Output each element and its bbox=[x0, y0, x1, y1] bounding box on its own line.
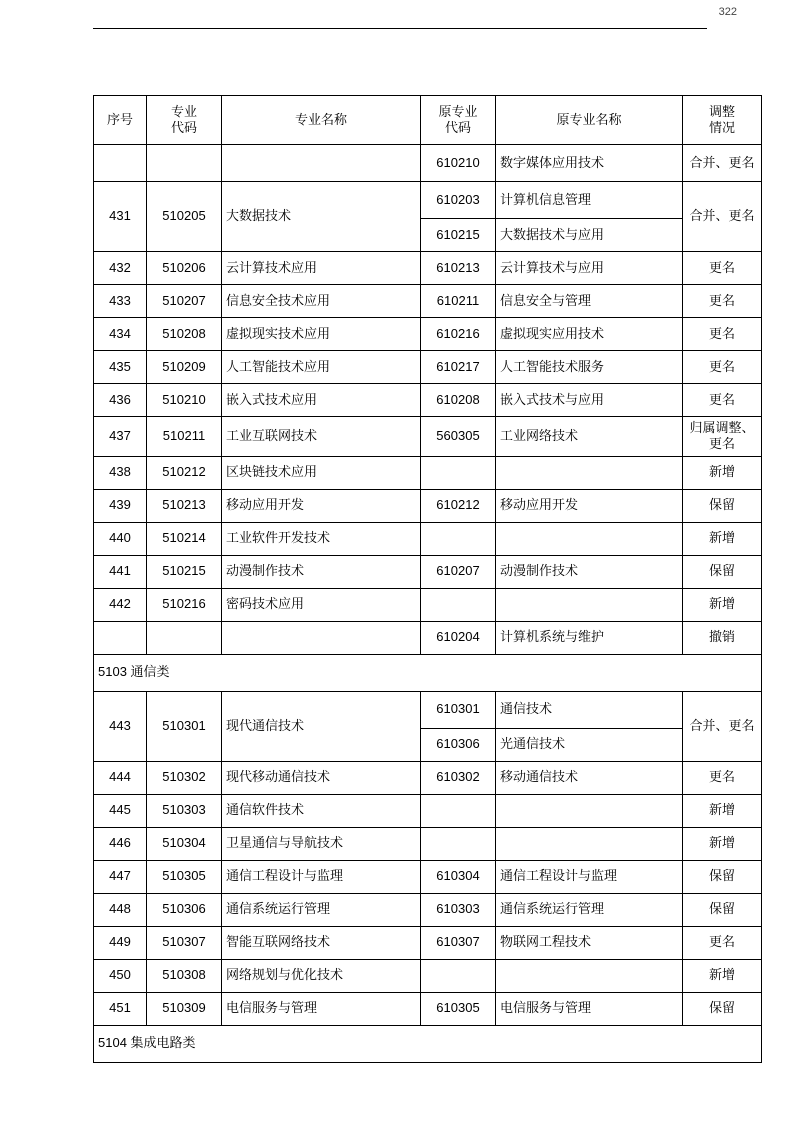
table-group-row bbox=[94, 654, 762, 691]
cell-old-code: 610303 bbox=[421, 893, 496, 926]
cell-old-specialty-name: 计算机系统与维护 bbox=[496, 621, 683, 654]
cell-old-code bbox=[421, 456, 496, 489]
cell-adjustment-status: 新增 bbox=[683, 522, 762, 555]
cell-seq: 445 bbox=[94, 794, 147, 827]
cell-specialty-name: 嵌入式技术应用 bbox=[222, 384, 421, 417]
cell-old-code: 610305 bbox=[421, 992, 496, 1025]
cell-code: 510302 bbox=[147, 761, 222, 794]
cell-old-specialty-name bbox=[496, 959, 683, 992]
cell-code bbox=[147, 145, 222, 182]
table-body bbox=[94, 145, 762, 1063]
cell-old-specialty-name: 通信技术 bbox=[496, 691, 683, 728]
cell-old-code: 610216 bbox=[421, 318, 496, 351]
cell-old-specialty-name: 移动应用开发 bbox=[496, 489, 683, 522]
table-group-row bbox=[94, 1025, 762, 1062]
cell-specialty-name: 网络规划与优化技术 bbox=[222, 959, 421, 992]
cell-adjustment-status: 新增 bbox=[683, 588, 762, 621]
cell-code: 510210 bbox=[147, 384, 222, 417]
table-head bbox=[94, 96, 762, 145]
cell-specialty-name: 现代移动通信技术 bbox=[222, 761, 421, 794]
table-row bbox=[94, 926, 762, 959]
cell-old-specialty-name: 工业网络技术 bbox=[496, 417, 683, 457]
cell-code: 510214 bbox=[147, 522, 222, 555]
cell-seq: 439 bbox=[94, 489, 147, 522]
page-number: 322 bbox=[718, 6, 737, 18]
column-header-adjust-line1: 调整 bbox=[708, 103, 735, 119]
cell-adjustment-status: 新增 bbox=[683, 456, 762, 489]
cell-old-specialty-name: 信息安全与管理 bbox=[496, 285, 683, 318]
cell-old-specialty-name: 计算机信息管理 bbox=[496, 182, 683, 219]
cell-adjustment-status: 归属调整、更名 bbox=[683, 417, 762, 457]
column-header-code bbox=[147, 96, 222, 145]
cell-adjustment-status: 保留 bbox=[683, 893, 762, 926]
cell-old-code: 610210 bbox=[421, 145, 496, 182]
table-row bbox=[94, 252, 762, 285]
cell-adjustment-status: 更名 bbox=[683, 384, 762, 417]
table-row bbox=[94, 522, 762, 555]
cell-old-specialty-name: 人工智能技术服务 bbox=[496, 351, 683, 384]
cell-code: 510208 bbox=[147, 318, 222, 351]
cell-specialty-name: 通信工程设计与监理 bbox=[222, 860, 421, 893]
column-header-code-line2: 代码 bbox=[170, 120, 197, 135]
cell-adjustment-status: 更名 bbox=[683, 318, 762, 351]
cell-specialty-name: 现代通信技术 bbox=[222, 691, 421, 761]
header-rule bbox=[93, 28, 707, 29]
table-row bbox=[94, 555, 762, 588]
cell-code: 510305 bbox=[147, 860, 222, 893]
table-row bbox=[94, 893, 762, 926]
cell-old-specialty-name bbox=[496, 588, 683, 621]
cell-seq: 435 bbox=[94, 351, 147, 384]
table-row bbox=[94, 285, 762, 318]
cell-old-code bbox=[421, 522, 496, 555]
cell-old-code: 560305 bbox=[421, 417, 496, 457]
cell-code: 510303 bbox=[147, 794, 222, 827]
cell-code: 510306 bbox=[147, 893, 222, 926]
cell-seq: 433 bbox=[94, 285, 147, 318]
cell-seq: 441 bbox=[94, 555, 147, 588]
cell-code: 510213 bbox=[147, 489, 222, 522]
cell-old-specialty-name: 大数据技术与应用 bbox=[496, 219, 683, 252]
cell-specialty-name: 卫星通信与导航技术 bbox=[222, 827, 421, 860]
cell-old-code: 610212 bbox=[421, 489, 496, 522]
cell-old-specialty-name: 数字媒体应用技术 bbox=[496, 145, 683, 182]
cell-old-code: 610306 bbox=[421, 728, 496, 761]
cell-old-code: 610213 bbox=[421, 252, 496, 285]
column-header-old-code-line1: 原专业 bbox=[438, 103, 478, 119]
cell-code bbox=[147, 621, 222, 654]
cell-seq: 438 bbox=[94, 456, 147, 489]
cell-adjustment-status: 撤销 bbox=[683, 621, 762, 654]
cell-adjustment-status: 新增 bbox=[683, 794, 762, 827]
table-row bbox=[94, 145, 762, 182]
table-row bbox=[94, 794, 762, 827]
cell-code: 510212 bbox=[147, 456, 222, 489]
cell-old-code: 610208 bbox=[421, 384, 496, 417]
cell-old-specialty-name: 云计算技术与应用 bbox=[496, 252, 683, 285]
cell-adjustment-status: 更名 bbox=[683, 926, 762, 959]
cell-specialty-name bbox=[222, 145, 421, 182]
table-row bbox=[94, 351, 762, 384]
cell-seq bbox=[94, 621, 147, 654]
cell-code: 510205 bbox=[147, 182, 222, 252]
table-row bbox=[94, 827, 762, 860]
cell-specialty-name: 人工智能技术应用 bbox=[222, 351, 421, 384]
cell-specialty-name: 移动应用开发 bbox=[222, 489, 421, 522]
cell-adjustment-status: 新增 bbox=[683, 827, 762, 860]
cell-code: 510207 bbox=[147, 285, 222, 318]
table-row bbox=[94, 182, 762, 219]
cell-old-code bbox=[421, 959, 496, 992]
cell-adjustment-status: 合并、更名 bbox=[683, 145, 762, 182]
cell-specialty-name: 区块链技术应用 bbox=[222, 456, 421, 489]
cell-code: 510211 bbox=[147, 417, 222, 457]
cell-seq: 434 bbox=[94, 318, 147, 351]
cell-seq: 444 bbox=[94, 761, 147, 794]
group-label: 5103 通信类 bbox=[94, 654, 762, 691]
column-header-old-code-line2: 代码 bbox=[444, 120, 471, 135]
cell-old-specialty-name: 通信系统运行管理 bbox=[496, 893, 683, 926]
cell-old-specialty-name: 光通信技术 bbox=[496, 728, 683, 761]
cell-old-code: 610207 bbox=[421, 555, 496, 588]
cell-old-code: 610217 bbox=[421, 351, 496, 384]
cell-specialty-name: 通信系统运行管理 bbox=[222, 893, 421, 926]
cell-adjustment-status: 更名 bbox=[683, 252, 762, 285]
cell-old-specialty-name bbox=[496, 522, 683, 555]
cell-old-code bbox=[421, 588, 496, 621]
cell-adjustment-status: 保留 bbox=[683, 992, 762, 1025]
cell-adjustment-status: 新增 bbox=[683, 959, 762, 992]
table-row bbox=[94, 417, 762, 457]
group-label: 5104 集成电路类 bbox=[94, 1025, 762, 1062]
cell-old-specialty-name: 移动通信技术 bbox=[496, 761, 683, 794]
cell-adjustment-status: 合并、更名 bbox=[683, 182, 762, 252]
cell-specialty-name: 密码技术应用 bbox=[222, 588, 421, 621]
cell-code: 510215 bbox=[147, 555, 222, 588]
cell-old-code: 610203 bbox=[421, 182, 496, 219]
cell-code: 510307 bbox=[147, 926, 222, 959]
cell-code: 510309 bbox=[147, 992, 222, 1025]
cell-adjustment-status: 更名 bbox=[683, 285, 762, 318]
cell-seq: 443 bbox=[94, 691, 147, 761]
cell-old-specialty-name: 虚拟现实应用技术 bbox=[496, 318, 683, 351]
table-header-row bbox=[94, 96, 762, 145]
cell-old-code bbox=[421, 827, 496, 860]
cell-code: 510304 bbox=[147, 827, 222, 860]
specialty-table-container bbox=[93, 95, 755, 1063]
cell-old-code bbox=[421, 794, 496, 827]
table-row bbox=[94, 860, 762, 893]
table-row bbox=[94, 588, 762, 621]
cell-seq: 449 bbox=[94, 926, 147, 959]
column-header-adjust-line2: 情况 bbox=[708, 120, 735, 135]
cell-adjustment-status: 保留 bbox=[683, 555, 762, 588]
cell-specialty-name: 大数据技术 bbox=[222, 182, 421, 252]
cell-specialty-name: 工业互联网技术 bbox=[222, 417, 421, 457]
cell-old-code: 610304 bbox=[421, 860, 496, 893]
cell-seq: 447 bbox=[94, 860, 147, 893]
cell-specialty-name: 虚拟现实技术应用 bbox=[222, 318, 421, 351]
cell-adjustment-status: 合并、更名 bbox=[683, 691, 762, 761]
table-row bbox=[94, 621, 762, 654]
cell-code: 510206 bbox=[147, 252, 222, 285]
table-row bbox=[94, 318, 762, 351]
cell-specialty-name: 电信服务与管理 bbox=[222, 992, 421, 1025]
column-header-adjust bbox=[683, 96, 762, 145]
cell-code: 510301 bbox=[147, 691, 222, 761]
cell-old-code: 610204 bbox=[421, 621, 496, 654]
table-row bbox=[94, 691, 762, 728]
cell-old-specialty-name: 嵌入式技术与应用 bbox=[496, 384, 683, 417]
cell-old-code: 610215 bbox=[421, 219, 496, 252]
cell-old-specialty-name: 通信工程设计与监理 bbox=[496, 860, 683, 893]
cell-old-specialty-name: 动漫制作技术 bbox=[496, 555, 683, 588]
cell-seq: 431 bbox=[94, 182, 147, 252]
cell-old-specialty-name: 电信服务与管理 bbox=[496, 992, 683, 1025]
cell-specialty-name: 智能互联网络技术 bbox=[222, 926, 421, 959]
cell-seq: 442 bbox=[94, 588, 147, 621]
cell-seq: 446 bbox=[94, 827, 147, 860]
cell-old-specialty-name: 物联网工程技术 bbox=[496, 926, 683, 959]
column-header-old-code bbox=[421, 96, 496, 145]
table-row bbox=[94, 761, 762, 794]
table-row bbox=[94, 384, 762, 417]
cell-specialty-name: 通信软件技术 bbox=[222, 794, 421, 827]
cell-old-specialty-name bbox=[496, 827, 683, 860]
cell-seq: 450 bbox=[94, 959, 147, 992]
cell-old-code: 610301 bbox=[421, 691, 496, 728]
cell-adjustment-status: 更名 bbox=[683, 351, 762, 384]
cell-old-code: 610307 bbox=[421, 926, 496, 959]
cell-code: 510308 bbox=[147, 959, 222, 992]
cell-seq: 451 bbox=[94, 992, 147, 1025]
cell-adjustment-status: 保留 bbox=[683, 489, 762, 522]
column-header-old-name: 原专业名称 bbox=[496, 96, 683, 145]
cell-seq: 440 bbox=[94, 522, 147, 555]
table-row bbox=[94, 456, 762, 489]
cell-seq: 432 bbox=[94, 252, 147, 285]
table-row bbox=[94, 489, 762, 522]
cell-specialty-name: 云计算技术应用 bbox=[222, 252, 421, 285]
cell-code: 510216 bbox=[147, 588, 222, 621]
cell-seq bbox=[94, 145, 147, 182]
cell-old-specialty-name bbox=[496, 456, 683, 489]
column-header-seq: 序号 bbox=[94, 96, 147, 145]
cell-code: 510209 bbox=[147, 351, 222, 384]
cell-specialty-name: 工业软件开发技术 bbox=[222, 522, 421, 555]
cell-adjustment-status: 保留 bbox=[683, 860, 762, 893]
cell-old-specialty-name bbox=[496, 794, 683, 827]
table-row bbox=[94, 959, 762, 992]
cell-adjustment-status: 更名 bbox=[683, 761, 762, 794]
column-header-name: 专业名称 bbox=[222, 96, 421, 145]
cell-old-code: 610211 bbox=[421, 285, 496, 318]
cell-old-code: 610302 bbox=[421, 761, 496, 794]
cell-seq: 448 bbox=[94, 893, 147, 926]
cell-specialty-name: 动漫制作技术 bbox=[222, 555, 421, 588]
cell-seq: 436 bbox=[94, 384, 147, 417]
cell-specialty-name: 信息安全技术应用 bbox=[222, 285, 421, 318]
column-header-code-line1: 专业 bbox=[170, 103, 197, 119]
cell-seq: 437 bbox=[94, 417, 147, 457]
specialty-adjustment-table bbox=[93, 95, 762, 1063]
table-row bbox=[94, 992, 762, 1025]
cell-specialty-name bbox=[222, 621, 421, 654]
